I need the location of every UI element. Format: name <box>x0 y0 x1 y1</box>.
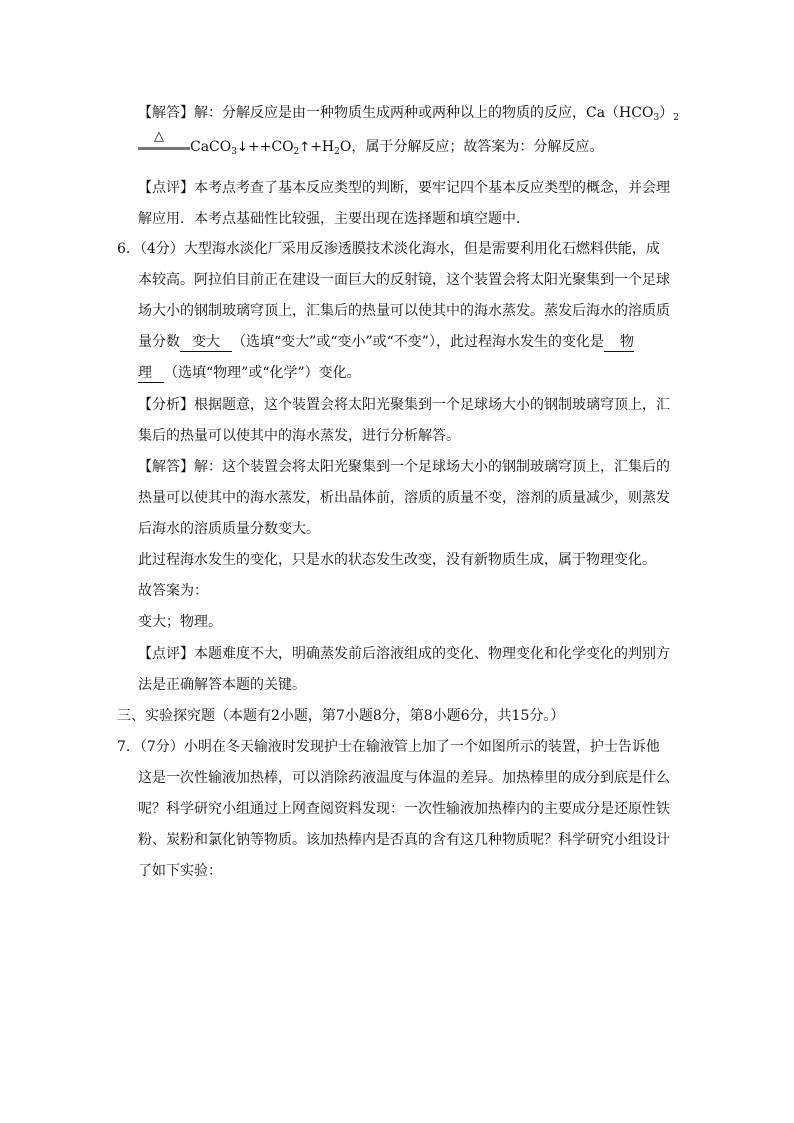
q7-stem-line-4: 粉、炭粉和氯化钠等物质。该加热棒内是否真的含有这几种物质呢？科学研究小组设计 <box>138 832 670 848</box>
q5-answer-text-1: 解：分解反应是由一种物质生成两种或两种以上的物质的反应，Ca（HCO <box>194 105 654 121</box>
q6-answer-line-2: 热量可以使其中的海水蒸发，析出晶体前，溶质的质量不变，溶剂的质量减少，则蒸发 <box>138 490 670 506</box>
q6-analysis-line-2: 集后的热量可以使其中的海水蒸发，进行分析解答。 <box>138 428 460 444</box>
q6-stem-line-3: 场大小的钢制玻璃穹顶上，汇集后的热量可以使其中的海水蒸发。蒸发后海水的溶质质 <box>138 303 670 319</box>
reaction-arrow-bar <box>138 147 190 150</box>
q6-answer-line-4: 此过程海水发生的变化，只是水的状态发生改变，没有新物质生成，属于物理变化。 <box>138 552 656 568</box>
q6-stem-line-5: 理 （选填“物理”或“化学”）变化。 <box>138 365 361 381</box>
q6-stem-line-4: 量分数 变大 （选填“变大”或“变小”或“不变”），此过程海水发生的变化是 物 <box>138 334 634 350</box>
q6-comment-line-2: 法是正确解答本题的关键。 <box>138 677 306 693</box>
heating-condition-symbol <box>138 130 190 152</box>
q6-analysis-line-1: 【分析】根据题意，这个装置会将太阳光聚集到一个足球场大小的钢制玻璃穹顶上，汇 <box>138 397 670 413</box>
section-heading: 三、实验探究题（本题有2小题，第7小题8分，第8小题6分，共15分。） <box>117 708 565 724</box>
q6-answer-line-1: 【解答】解：这个装置会将太阳光聚集到一个足球场大小的钢制玻璃穹顶上，汇集后的 <box>138 459 670 475</box>
q6-blank-2-start: 物 <box>604 334 634 352</box>
q5-answer-line-1: 【解答】解：分解反应是由一种物质生成两种或两种以上的物质的反应，$Ca(HCO_3)_2$ <box>138 105 679 123</box>
q7-number: 7．（7分） <box>117 739 184 755</box>
gas-arrow-icon: ↑ <box>299 140 311 155</box>
q6-comment-label: 【点评】 <box>138 646 194 662</box>
q6-blank-1: 变大 <box>180 334 232 352</box>
q6-answer-line-6: 变大；物理。 <box>138 614 222 630</box>
q6-answer-line-5: 故答案为： <box>138 583 208 599</box>
q6-blank-2-end: 理 <box>138 365 164 383</box>
q6-stem-line-2: 本较高。阿拉伯目前正在建设一面巨大的反射镜，这个装置会将太阳光聚集到一个足球 <box>138 272 670 288</box>
q6-stem-line-1: 6．（4分）大型海水淡化厂采用反渗透膜技术淡化海水，但是需要利用化石燃料供能，成 <box>117 241 660 257</box>
q6-comment-line-1: 【点评】本题难度不大，明确蒸发前后溶液组成的变化、物理变化和化学变化的判别方 <box>138 646 670 662</box>
q5-comment-line-2: 解应用．本考点基础性比较强，主要出现在选择题和填空题中． <box>138 211 530 227</box>
q7-stem-line-1: 7．（7分）小明在冬天输液时发现护士在输液管上加了一个如图所示的装置，护士告诉他 <box>117 739 660 755</box>
q5-equation-line: $CaCO_3↓++CO_2↑+H_2O$，属于分解反应；故答案为：分解反应。 <box>190 139 604 157</box>
q5-comment-line-1: 【点评】本考点考查了基本反应类型的判断，要牢记四个基本反应类型的概念，并会理 <box>138 180 670 196</box>
q6-answer-label: 【解答】 <box>138 459 194 475</box>
q7-stem-line-5: 了如下实验： <box>138 863 222 879</box>
q6-answer-line-3: 后海水的溶质质量分数变大。 <box>138 521 320 537</box>
heat-triangle-icon: △ <box>154 129 164 144</box>
q5-answer-label: 【解答】 <box>138 105 194 121</box>
q6-analysis-label: 【分析】 <box>138 397 194 413</box>
q7-stem-line-3: 呢？科学研究小组通过上网查阅资料发现：一次性输液加热棒内的主要成分是还原性铁 <box>138 801 670 817</box>
precipitate-arrow-icon: ↓ <box>236 140 248 155</box>
q7-stem-line-2: 这是一次性输液加热棒，可以消除药液温度与体温的差异。加热棒里的成分到底是什么 <box>138 770 670 786</box>
q6-number: 6．（4分） <box>117 241 184 257</box>
q5-comment-label: 【点评】 <box>138 180 194 196</box>
